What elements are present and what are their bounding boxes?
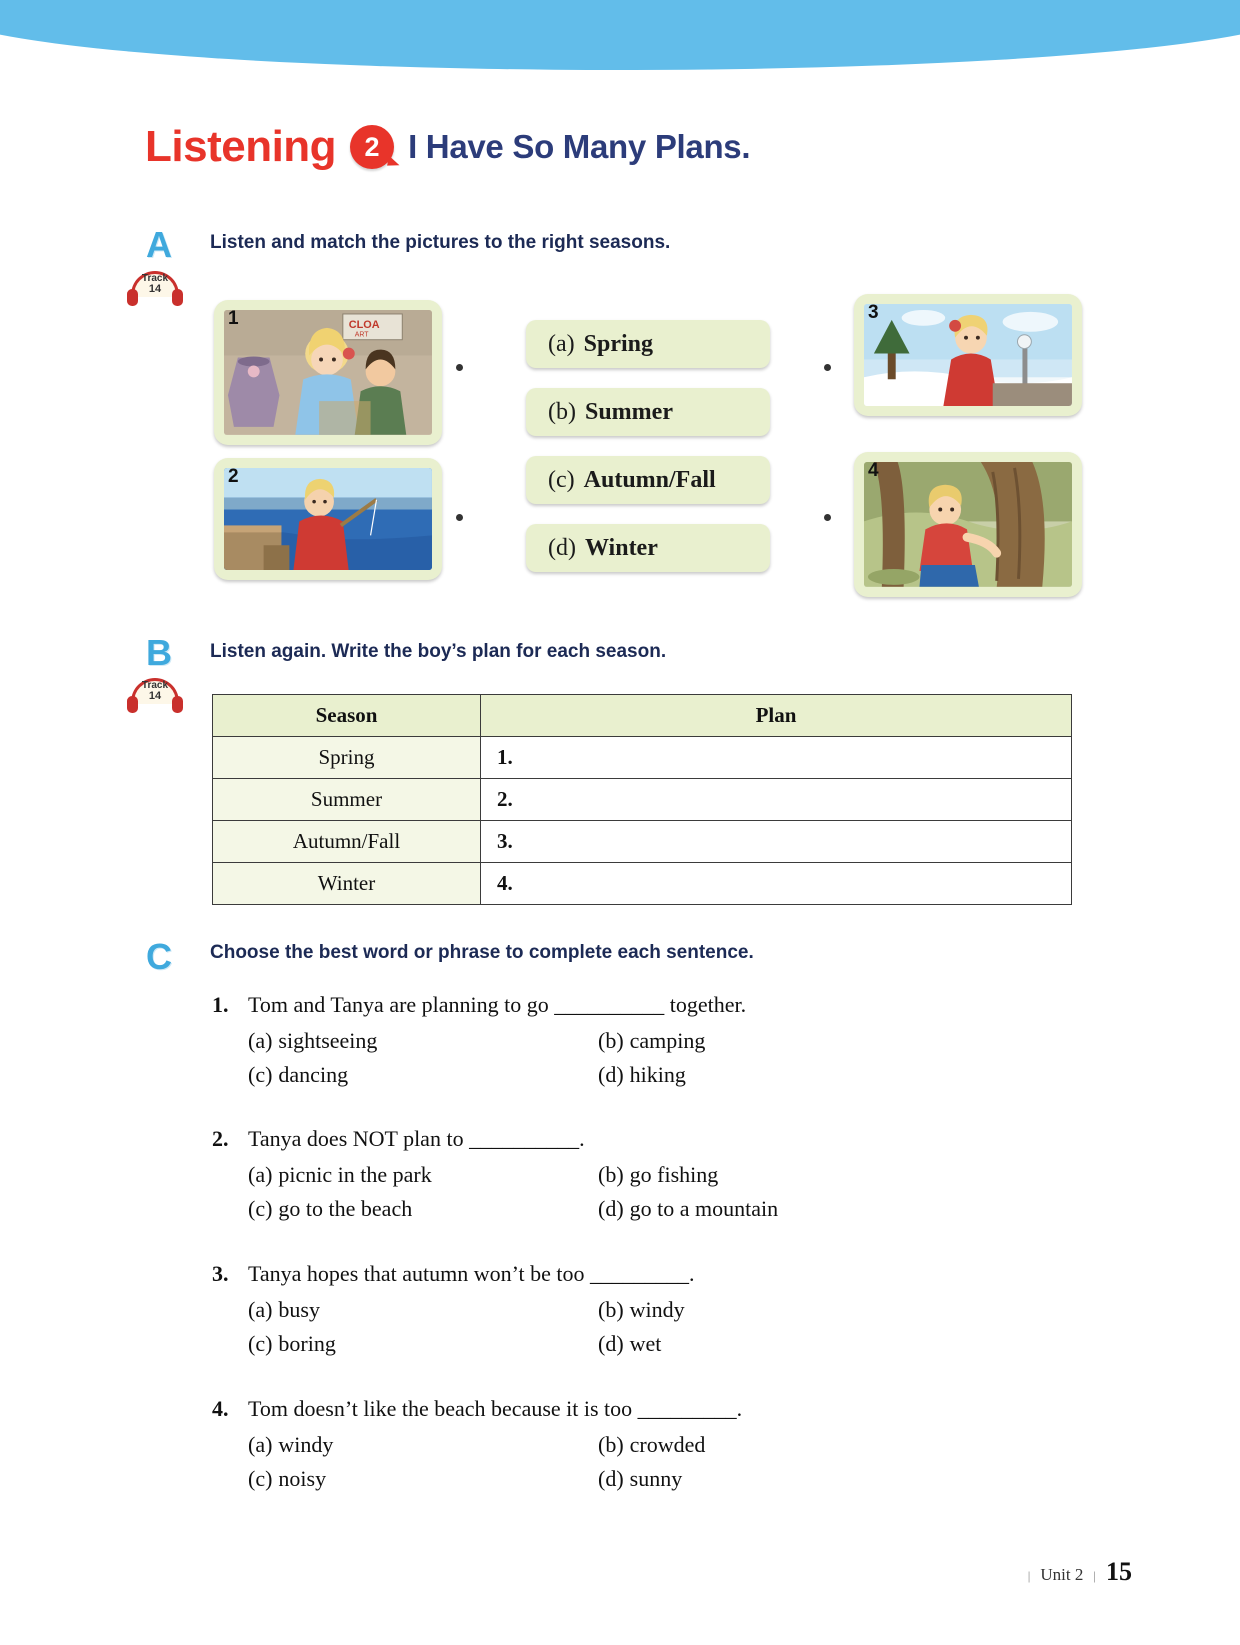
picture-number-4: 4 (868, 460, 879, 481)
question-1-choice-c[interactable] (248, 1058, 598, 1092)
question-2 (212, 1126, 948, 1226)
choice-letter: (b) (598, 1432, 624, 1457)
track-icon-a (125, 271, 185, 311)
choice-letter: (c) (248, 1062, 273, 1087)
picture-card-2[interactable] (214, 458, 442, 580)
choice-letter: (a) (248, 1162, 273, 1187)
picture-2-image (224, 468, 432, 570)
table-row (213, 821, 1072, 863)
choice-text: go to the beach (278, 1196, 413, 1221)
question-4-choice-c[interactable] (248, 1462, 598, 1496)
choice-letter: (b) (598, 1162, 624, 1187)
choice-letter: (a) (248, 1432, 273, 1457)
picture-card-4[interactable] (854, 452, 1082, 597)
option-pill-d[interactable] (526, 524, 770, 572)
question-1-number: 1. (212, 992, 229, 1017)
question-3-stem: Tanya hopes that autumn won’t be too _________. (248, 1261, 695, 1286)
footer-unit-label: Unit 2 (1040, 1565, 1084, 1584)
question-1-choice-a[interactable] (248, 1024, 598, 1058)
question-1-choice-b[interactable] (598, 1024, 948, 1058)
question-1-stem-row (212, 992, 948, 1018)
choice-letter: (d) (598, 1466, 624, 1491)
choice-text: go fishing (629, 1162, 719, 1187)
choice-text: windy (278, 1432, 334, 1457)
option-letter-b: (b) (548, 398, 576, 425)
track-label-b: Track (141, 680, 169, 691)
fishing-scene-illustration (224, 468, 432, 570)
question-1 (212, 992, 948, 1092)
choice-letter: (b) (598, 1297, 624, 1322)
column-header-season: Season (213, 695, 481, 737)
cell-plan-input[interactable]: 3. (481, 821, 1072, 863)
footer-tick-left: | (1027, 1568, 1031, 1583)
question-4 (212, 1396, 948, 1496)
choice-letter: (a) (248, 1028, 273, 1053)
section-letter-a: A (146, 224, 172, 265)
option-text-c: Autumn/Fall (583, 466, 716, 493)
title-subtitle: I Have So Many Plans. (408, 128, 751, 165)
section-instruction-c: Choose the best word or phrase to complete each sentence. (210, 942, 754, 963)
table-row (213, 737, 1072, 779)
option-letter-a: (a) (548, 330, 575, 357)
picture-card-3[interactable] (854, 294, 1082, 416)
table-row (213, 779, 1072, 821)
cell-season: Spring (213, 737, 481, 779)
track-icon-b (125, 678, 185, 718)
option-text-a: Spring (583, 330, 654, 357)
question-3 (212, 1261, 948, 1361)
option-pill-a[interactable] (526, 320, 770, 368)
question-2-choice-c[interactable] (248, 1192, 598, 1226)
match-dot-right-3[interactable] (824, 364, 831, 371)
plans-table (212, 694, 1072, 905)
section-letter-b: B (146, 632, 172, 673)
choice-text: boring (278, 1331, 336, 1356)
question-1-stem: Tom and Tanya are planning to go __________ together. (248, 992, 747, 1017)
winter-scene-illustration (864, 304, 1072, 406)
question-3-stem-row (212, 1261, 948, 1287)
choice-letter: (d) (598, 1331, 624, 1356)
cell-season: Autumn/Fall (213, 821, 481, 863)
hiking-scene-illustration (864, 462, 1072, 587)
page-number: 15 (1106, 1557, 1132, 1586)
choice-text: wet (629, 1331, 662, 1356)
option-letter-c: (c) (548, 466, 575, 493)
choice-letter: (d) (598, 1062, 624, 1087)
cell-plan-input[interactable]: 2. (481, 779, 1072, 821)
section-instruction-a: Listen and match the pictures to the right seasons. (210, 232, 671, 253)
section-letter-c: C (146, 936, 172, 977)
question-2-choices (248, 1158, 948, 1226)
choice-text: sunny (629, 1466, 683, 1491)
table-header-row (213, 695, 1072, 737)
column-header-plan: Plan (481, 695, 1072, 737)
track-label-a: Track (141, 273, 169, 284)
question-3-choice-c[interactable] (248, 1327, 598, 1361)
choice-text: picnic in the park (278, 1162, 432, 1187)
cell-season: Winter (213, 863, 481, 905)
question-3-number: 3. (212, 1261, 229, 1286)
choice-letter: (c) (248, 1466, 273, 1491)
page-title (145, 122, 750, 172)
question-4-stem: Tom doesn’t like the beach because it is too _________. (248, 1396, 743, 1421)
match-dot-right-4[interactable] (824, 514, 831, 521)
cell-plan-input[interactable]: 1. (481, 737, 1072, 779)
track-number-a: 14 (148, 283, 162, 295)
question-4-choices (248, 1428, 948, 1496)
match-dot-left-2[interactable] (456, 514, 463, 521)
section-instruction-b: Listen again. Write the boy’s plan for each season. (210, 641, 667, 662)
question-2-choice-a[interactable] (248, 1158, 598, 1192)
question-2-stem: Tanya does NOT plan to __________. (248, 1126, 585, 1151)
choice-text: busy (278, 1297, 320, 1322)
banner-blue-shape (0, 0, 1240, 70)
choice-letter: (b) (598, 1028, 624, 1053)
table-row (213, 863, 1072, 905)
picture-1-image (224, 310, 432, 435)
choice-letter: (a) (248, 1297, 273, 1322)
question-3-choices (248, 1293, 948, 1361)
question-2-number: 2. (212, 1126, 229, 1151)
choice-text: sightseeing (278, 1028, 378, 1053)
cell-plan-input[interactable]: 4. (481, 863, 1072, 905)
question-4-choice-a[interactable] (248, 1428, 598, 1462)
choice-text: windy (629, 1297, 685, 1322)
choice-text: dancing (278, 1062, 349, 1087)
page-footer (1028, 1557, 1132, 1587)
choice-text: hiking (629, 1062, 686, 1087)
top-banner (0, 0, 1240, 90)
picture-number-3: 3 (868, 302, 879, 323)
question-2-choice-b[interactable] (598, 1158, 948, 1192)
question-4-stem-row (212, 1396, 948, 1422)
choice-letter: (c) (248, 1331, 273, 1356)
choice-letter: (d) (598, 1196, 624, 1221)
question-4-number: 4. (212, 1396, 229, 1421)
picture-3-image (864, 304, 1072, 406)
picture-4-image (864, 462, 1072, 587)
lesson-number-badge: 2 (350, 125, 394, 169)
track-number-b: 14 (148, 690, 162, 702)
choice-text: camping (629, 1028, 706, 1053)
footer-tick-right: | (1093, 1568, 1096, 1583)
option-text-b: Summer (584, 398, 673, 425)
question-1-choice-d[interactable] (598, 1058, 948, 1092)
question-4-choice-d[interactable] (598, 1462, 948, 1496)
choice-text: go to a mountain (629, 1196, 779, 1221)
option-pill-b[interactable] (526, 388, 770, 436)
svg-text:CLOA: CLOA (348, 318, 380, 331)
choice-letter: (c) (248, 1196, 273, 1221)
option-letter-d: (d) (548, 534, 576, 561)
choice-text: noisy (278, 1466, 327, 1491)
choice-text: crowded (629, 1432, 706, 1457)
picture-number-1: 1 (228, 308, 239, 329)
shopping-scene-illustration (224, 310, 432, 435)
picture-card-1[interactable] (214, 300, 442, 445)
question-3-choice-a[interactable] (248, 1293, 598, 1327)
picture-number-2: 2 (228, 466, 239, 487)
svg-text:ART: ART (354, 331, 369, 339)
option-text-d: Winter (584, 534, 658, 561)
option-pill-c[interactable] (526, 456, 770, 504)
title-main: Listening (145, 122, 337, 171)
question-4-choice-b[interactable] (598, 1428, 948, 1462)
question-2-choice-d[interactable] (598, 1192, 948, 1226)
cell-season: Summer (213, 779, 481, 821)
question-2-stem-row (212, 1126, 948, 1152)
question-3-choice-d[interactable] (598, 1327, 948, 1361)
question-1-choices (248, 1024, 948, 1092)
question-3-choice-b[interactable] (598, 1293, 948, 1327)
match-dot-left-1[interactable] (456, 364, 463, 371)
